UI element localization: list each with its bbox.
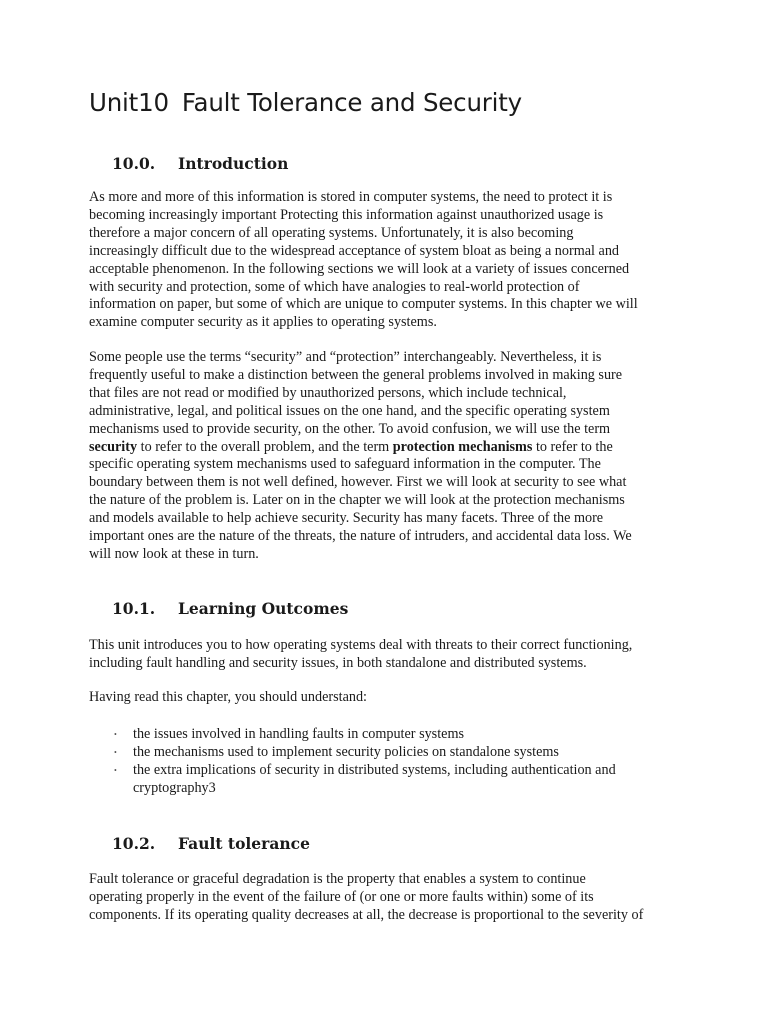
- fault-tolerance-paragraph: [89, 871, 689, 925]
- text-line: boundary between them is not well defined, however. First we will look at security to see what: [89, 474, 627, 491]
- learning-outcomes-lead: [89, 689, 689, 707]
- text-line: with security and protection, some of which have analogies to real-world protection of: [89, 278, 580, 295]
- text-line: including fault handling and security issues, in both standalone and distributed systems.: [89, 654, 587, 671]
- bullet-marker: •: [114, 748, 117, 757]
- text-line: Fault tolerance or graceful degradation is the property that enables a system to continue: [89, 871, 586, 887]
- list-item-text: the issues involved in handling faults in computer systems: [133, 726, 465, 742]
- text-line: that files are not read or modified by unauthorized persons, which include technical,: [89, 384, 567, 401]
- list-item: [112, 743, 692, 761]
- section-title: Introduction: [178, 154, 289, 173]
- term-security: security: [89, 438, 138, 455]
- unit-title-text: Fault Tolerance and Security: [181, 88, 522, 117]
- section-number: 10.1.: [112, 599, 156, 618]
- intro-paragraph-1: [89, 189, 689, 332]
- section-number: 10.2.: [112, 834, 156, 853]
- unit-number: Unit10: [89, 88, 169, 117]
- text-line: components. If its operating quality decreases at all, the decrease is proportional to the severity of: [89, 906, 644, 923]
- text-line: and models available to help achieve security. Security has many facets. Three of the more: [89, 510, 604, 527]
- section-heading-learning-outcomes: [112, 599, 348, 618]
- text-line: becoming increasingly important Protecting this information against unauthorized usage is: [89, 206, 604, 223]
- text-line: Having read this chapter, you should understand:: [89, 689, 367, 705]
- text-line: administrative, legal, and political issues on the one hand, and the specific operating system: [89, 402, 610, 419]
- text-line: increasingly difficult due to the widespread acceptance of system bloat as being a normal and: [89, 242, 620, 259]
- text-line: mechanisms used to provide security, on the other. To avoid confusion, we will use the term: [89, 420, 611, 437]
- list-item-text: the extra implications of security in distributed systems, including authentication and: [133, 762, 616, 778]
- bullet-marker: •: [114, 766, 117, 775]
- text-fragment: to refer to the: [532, 438, 613, 455]
- text-line: frequently useful to make a distinction between the general problems involved in making sure: [89, 366, 623, 383]
- text-line: therefore a major concern of all operating systems. Unfortunately, it is also becoming: [89, 224, 574, 241]
- list-item: [112, 761, 692, 797]
- text-line: specific operating system mechanisms used to safeguard information in the computer. The: [89, 456, 601, 473]
- section-number: 10.0.: [112, 154, 156, 173]
- text-line: the nature of the problem is. Later on in the chapter we will look at the protection mechanisms: [89, 492, 625, 509]
- text-line: will now look at these in turn.: [89, 545, 259, 562]
- text-line: acceptable phenomenon. In the following sections we will look at a variety of issues concerned: [89, 260, 630, 277]
- bullet-marker: •: [114, 730, 117, 739]
- text-line: This unit introduces you to how operating systems deal with threats to their correct functioning,: [89, 637, 633, 653]
- section-title: Learning Outcomes: [178, 599, 349, 618]
- text-line: important ones are the nature of the threats, the nature of intruders, and accidental data loss. We: [89, 528, 632, 545]
- page-title: [89, 88, 522, 117]
- text-fragment: to refer to the overall problem, and the term: [137, 438, 393, 455]
- section-heading-introduction: [112, 154, 288, 173]
- list-item-text-continued: cryptography3: [133, 780, 216, 796]
- text-line-with-bold-terms: [89, 439, 689, 457]
- list-item: [112, 725, 692, 743]
- outcomes-list: [112, 725, 692, 797]
- section-heading-fault-tolerance: [112, 834, 310, 853]
- term-protection-mechanisms: protection mechanisms: [392, 438, 533, 455]
- text-line: examine computer security as it applies to operating systems.: [89, 314, 437, 331]
- text-line: operating properly in the event of the failure of (or one or more faults within) some of its: [89, 888, 594, 905]
- list-item-text: the mechanisms used to implement security policies on standalone systems: [133, 744, 559, 760]
- text-line: As more and more of this information is stored in computer systems, the need to protect it is: [89, 189, 613, 205]
- intro-paragraph-2: [89, 349, 689, 564]
- learning-outcomes-paragraph: [89, 637, 689, 673]
- text-line: information on paper, but some of which are unique to computer systems. In this chapter we will: [89, 296, 638, 313]
- text-line: Some people use the terms “security” and “protection” interchangeably. Nevertheless, it is: [89, 349, 602, 365]
- section-title: Fault tolerance: [178, 834, 310, 853]
